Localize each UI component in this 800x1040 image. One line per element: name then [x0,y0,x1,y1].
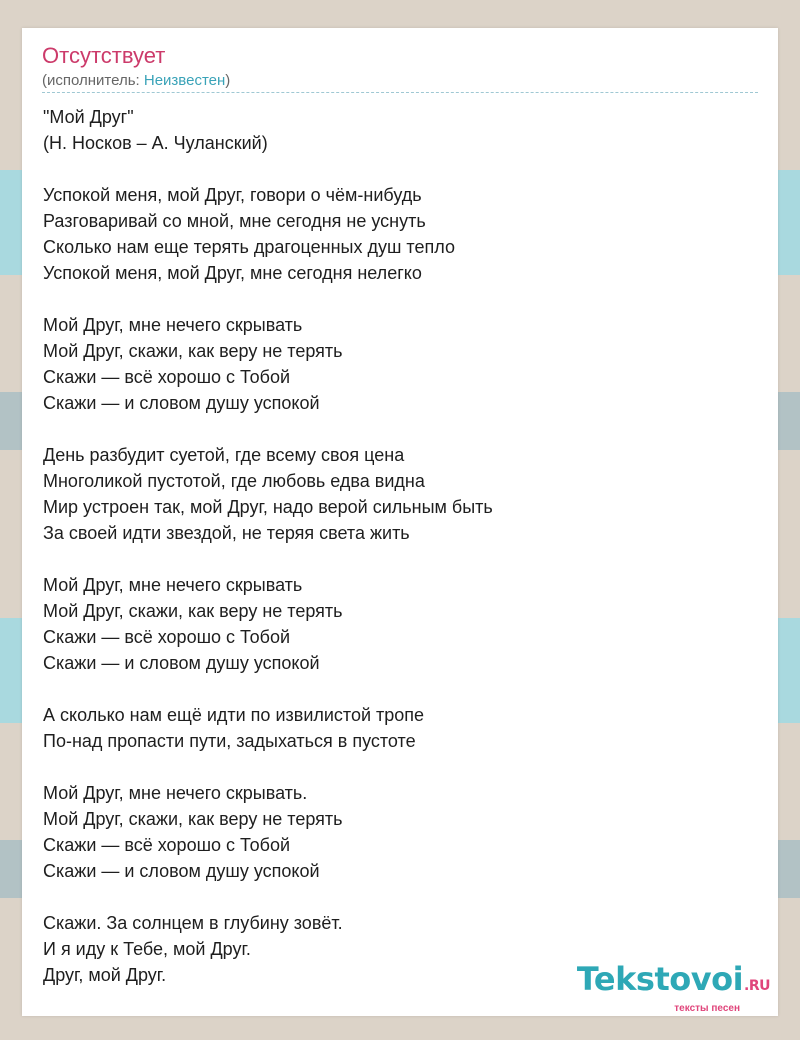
lyric-line: По-над пропасти пути, задыхаться в пустоте [43,731,416,751]
lyric-line: И я иду к Тебе, мой Друг. [43,939,251,959]
stanza-break [43,156,763,182]
lyric-line: Мой Друг, мне нечего скрывать. [43,783,308,803]
lyric-line: Мой Друг, скажи, как веру не терять [43,601,343,621]
lyric-line: Скажи — и словом душу успокой [43,393,320,413]
lyric-line: День разбудит суетой, где всему своя цена [43,445,405,465]
site-logo[interactable] [577,962,770,1014]
header-divider [42,92,758,93]
lyrics-card [22,28,778,1016]
lyric-line: Друг, мой Друг. [43,965,167,985]
lyric-line: Скажи — и словом душу успокой [43,653,320,673]
lyric-line: Мир устроен так, мой Друг, надо верой сильным быть [43,497,493,517]
lyrics-text [43,104,763,988]
lyric-line: Мой Друг, мне нечего скрывать [43,315,303,335]
lyric-line: Многоликой пустотой, где любовь едва видна [43,471,425,491]
stanza-break [43,884,763,910]
lyric-line: Скажи — и словом душу успокой [43,861,320,881]
lyric-line: Сколько нам еще терять драгоценных душ тепло [43,237,455,257]
lyric-line: А сколько нам ещё идти по извилистой тропе [43,705,425,725]
lyric-line: "Мой Друг" [43,107,134,127]
stanza-break [43,546,763,572]
logo-tld: .RU [744,978,770,994]
lyric-line: Успокой меня, мой Друг, говори о чём-нибудь [43,185,422,205]
artist-link[interactable]: Неизвестен [143,72,226,89]
logo-name: Tekstovoi [576,960,744,998]
lyric-line: Мой Друг, скажи, как веру не терять [43,809,343,829]
lyric-line: Успокой меня, мой Друг, мне сегодня нелегко [43,263,422,283]
logo-tagline: тексты песен [674,1003,740,1014]
stanza-break [43,416,763,442]
lyric-line: За своей идти звездой, не теряя света жить [43,523,410,543]
stanza-break [43,286,763,312]
lyric-line: Скажи — всё хорошо с Тобой [43,835,291,855]
artist-line [42,72,230,90]
lyric-line: (Н. Носков – А. Чуланский) [43,133,268,153]
artist-suffix: ) [225,72,231,89]
lyric-line: Скажи — всё хорошо с Тобой [43,627,291,647]
song-title: Отсутствует [42,43,166,68]
lyric-line: Скажи. За солнцем в глубину зовёт. [43,913,343,933]
artist-prefix: (исполнитель: [42,72,144,89]
lyric-line: Мой Друг, скажи, как веру не терять [43,341,343,361]
lyric-line: Мой Друг, мне нечего скрывать [43,575,303,595]
lyric-line: Разговаривай со мной, мне сегодня не уснуть [43,211,426,231]
stanza-break [43,676,763,702]
stanza-break [43,754,763,780]
lyric-line: Скажи — всё хорошо с Тобой [43,367,291,387]
